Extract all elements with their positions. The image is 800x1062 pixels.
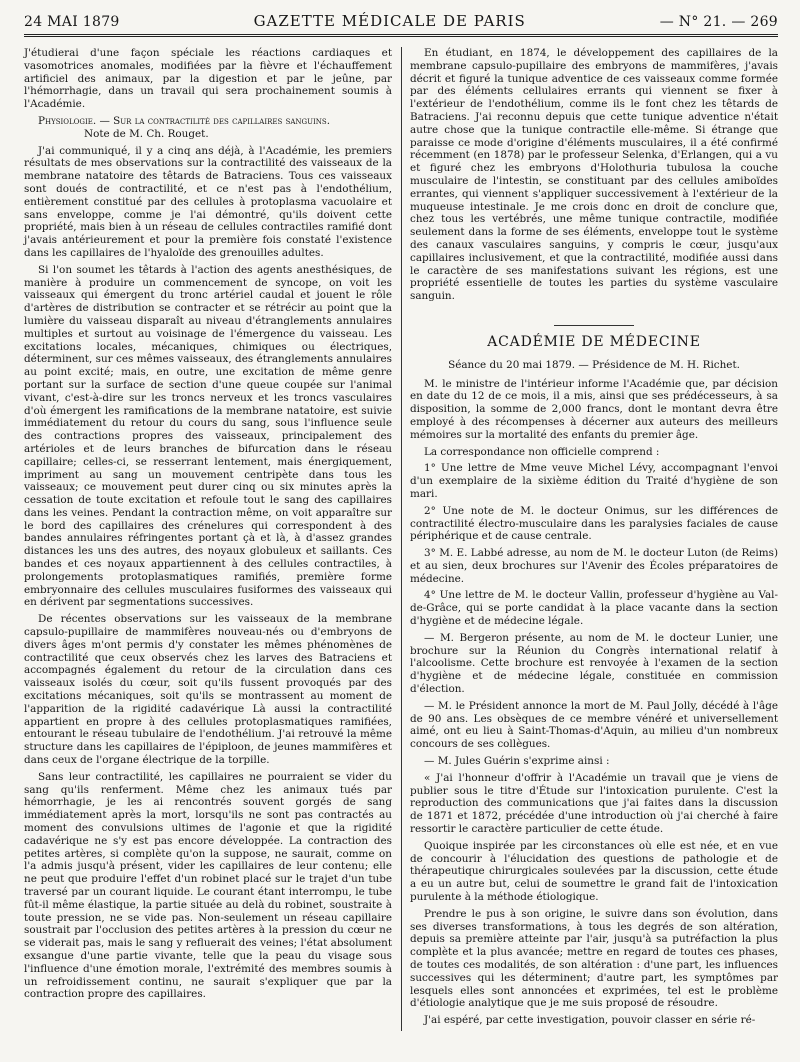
- header-date: 24 MAI 1879: [24, 14, 120, 30]
- paragraph: — M. le Président annonce la mort de M. Paul Jolly, décédé à l'âge de 90 ans. Les obsèques de ce membre vénéré et universellement aimé, ont eu lieu à Saint-Thomas-d'Aquin, au milieu d'un nombreux concours de ses collègues.: [410, 699, 778, 751]
- issue-and-page: — N° 21. — 269: [659, 14, 778, 30]
- paragraph: — M. Bergeron présente, au nom de M. le docteur Lunier, une brochure sur la Réunion du Congrès international relatif à l'alcoolisme. Cette brochure est renvoyée à l'examen de la section d'hygiène et de médecine légale, constituée en commission d'élection.: [410, 631, 778, 696]
- journal-title: GAZETTE MÉDICALE DE PARIS: [253, 12, 526, 30]
- paragraph: Si l'on soumet les têtards à l'action des agents anesthésiques, de manière à produire un commencement de syncope, on voit les vaisseaux qui émergent du tronc artériel caudal et jouent le rôle d'artères de distribution se contracter et se rétrécir au point que la lumière du vaisseau disparaît au niveau d'étranglements annulaires multiples et surtout au voisinage de l'émergence du vaisseau. Les excitations locales, mécaniques, chimiques ou électriques, déterminent, sur ces mêmes vaisseaux, des étranglements annulaires au point excité; mais, en outre, une excitation de même genre portant sur la surface de section d'une queue coupée sur l'animal vivant, c'est-à-dire sur les troncs nerveux et les troncs vasculaires d'où émergent les ramifications de la membrane natatoire, est suivie immédiatement du retour du cours du sang, sous l'influence seule des contractions propres des vaisseaux, principalement des artérioles et de leurs branches de bifurcation dans le réseau capillaire; celles-ci, se resserrant lentement, mais énergiquement, impriment au sang un mouvement centripète dans tous les vaisseaux; ce mouvement peut durer cinq ou six minutes après la cessation de toute excitation et refoule tout le sang des capillaires dans les veines. Pendant la contraction même, on voit apparaître sur le bord des capillaires des crénelures qui correspondent à des bandes annulaires réfringentes portant çà et là, à d'assez grandes distances les uns des autres, des noyaux globuleux et saillants. Ces bandes et ces noyaux appartiennent à des cellules contractiles, à prolongements protoplasmatiques ramifiés, première forme embryonnaire des cellules musculaires fusiformes des vaisseaux qui en dérivent par segmentations successives.: [24, 263, 392, 609]
- paragraph: Sans leur contractilité, les capillaires ne pourraient se vider du sang qu'ils renferment. Même chez les animaux tués par hémorrhagie, je les ai rencontrés souvent gorgés de sang immédiatement après la mort, lorsqu'ils ne sont pas contractés au moment des convulsions ultimes de l'agonie et que la rigidité cadavérique ne s'y est pas encore développée. La contraction des petites artères, si complète qu'on la suppose, ne saurait, comme on l'a admis jusqu'à présent, vider les capillaires de leur contenu; elle ne peut que produire l'effet d'un robinet placé sur le trajet d'un tube traversé par un courant liquide. Le courant étant interrompu, le tube fût-il même élastique, la partie située au delà du robinet, soustraite à toute pression, ne se vide pas. Non-seulement un réseau capillaire soustrait par l'occlusion des petites artères à la pression du cœur ne se viderait pas, mais le sang y refluerait des veines; l'état absolument exsangue d'une partie vivante, telle que la peau du visage sous l'influence d'une émotion morale, l'extrémité des membres soumis à un refroidissement continu, ne saurait s'expliquer que par la contraction propre des capillaires.: [24, 770, 392, 1001]
- paragraph: 4° Une lettre de M. le docteur Vallin, professeur d'hygiène au Val-de-Grâce, qui se porte candidat à la place vacante dans la section d'hygiène et de médecine légale.: [410, 589, 778, 628]
- paragraph: — M. Jules Guérin s'exprime ainsi :: [424, 755, 610, 768]
- paragraph: J'ai espéré, par cette investigation, pouvoir classer en série ré-: [424, 1014, 756, 1027]
- section-divider: [554, 325, 634, 326]
- issue-number: N° 21.: [678, 14, 727, 30]
- paragraph: 3° M. E. Labbé adresse, au nom de M. le docteur Luton (de Reims) et au sien, deux brochures sur l'Avenir des Écoles préparatoires de médecine.: [410, 547, 778, 585]
- section-author: Note de M. Ch. Rouget.: [84, 127, 209, 140]
- column-divider: [401, 47, 402, 1031]
- right-column: [410, 47, 778, 1031]
- paragraph: En étudiant, en 1874, le développement des capillaires de la membrane capsulo-pupillaire des embryons de mammifères, j'avais décrit et figuré la tunique adventice de ces vaisseaux comme formée par des éléments cellulaires errants qui viennent se fixer à l'extérieur de l'endothélium, comme ils le font chez les têtards de Batraciens. J'ai reconnu depuis que cette tunique adventice n'était autre chose que la tunique contractile elle-même. Si étrange que paraisse ce mode d'origine d'éléments musculaires, il a été confirmé récemment (en 1878) par le professeur Selenka, d'Erlangen, qui a vu et figuré chez les embryons d'Holothuria tubulosa la couche musculaire de l'intestin, se constituant par des cellules amiboïdes errantes, qui viennent s'appliquer successivement à l'extérieur de la muqueuse intestinale. Je me crois donc en droit de conclure que, chez tous les vertébrés, une même tunique contractile, modifiée seulement dans la forme de ses éléments, enveloppe tout le système des canaux vasculaires sanguins, y compris le cœur, jusqu'aux capillaires inclusivement, et que la contractilité, modifiée aussi dans le caractère de ses manifestations suivant les régions, est une propriété essentielle de toutes les parties du système vasculaire sanguin.: [410, 47, 778, 303]
- session-line: Séance du 20 mai 1879. — Présidence de M. H. Richet.: [448, 358, 740, 371]
- academy-heading: ACADÉMIE DE MÉDECINE: [487, 333, 701, 350]
- section-label: Physiologie. — Sur la contractilité des capillaires sanguins.: [38, 114, 331, 127]
- article-columns: [24, 47, 778, 1031]
- paragraph: La correspondance non officielle comprend :: [424, 445, 660, 458]
- paragraph: Prendre le pus à son origine, le suivre dans son évolution, dans ses diverses transformations, à tous les degrés de son altération, depuis sa première atteinte par l'air, jusqu'à sa putréfaction la plus complète et la plus avancée; mettre en regard de toutes ces phases, de toutes ces modalités, de son altération : d'une part, les influences successives qui les déterminent; d'autre part, les symptômes par lesquels elles sont annoncées et exprimées, tel est le problème d'étiologie analytique que je me suis proposé de résoudre.: [410, 907, 778, 1010]
- paragraph: M. le ministre de l'intérieur informe l'Académie que, par décision en date du 12 de ce mois, il a mis, ainsi que ses prédécesseurs, à sa disposition, la somme de 2,000 francs, dont le montant devra être employé à des récompenses à décerner aux auteurs des meilleurs mémoires sur la mortalité des enfants du premier âge.: [410, 377, 778, 441]
- paragraph: De récentes observations sur les vaisseaux de la membrane capsulo-pupillaire de mammifères nouveau-nés ou d'embryons de divers âges m'ont permis d'y constater les mêmes phénomènes de contractilité que ceux observés chez les larves des Batraciens et accompagnés également du retour de la circulation dans ces vaisseaux isolés du cœur, soit qu'ils fussent provoqués par des excitations mécaniques, soit qu'ils se montrassent au moment de l'apparition de la rigidité cadavérique Là aussi la contractilité appartient en propre à des cellules protoplasmatiques ramifiées, entourant le réseau tubulaire de l'endothélium. J'ai retrouvé la même structure dans les capillaires de l'épiploon, de jeunes mammifères et dans ceux de l'organe électrique de la torpille.: [24, 613, 392, 767]
- page-number: 269: [750, 14, 778, 30]
- section-heading: [24, 115, 392, 141]
- paragraph: Quoique inspirée par les circonstances où elle est née, et en vue de concourir à l'élucidation des questions de pathologie et de thérapeutique chirurgicales soulevées par la discussion, cette étude a eu un autre but, celui de soumettre le grand fait de l'intoxication purulente à la méthode étiologique.: [410, 839, 778, 904]
- page-header: [24, 12, 778, 37]
- left-column: [24, 47, 392, 1031]
- paragraph: J'ai communiqué, il y a cinq ans déjà, à l'Académie, les premiers résultats de mes observations sur la contractilité des vaisseaux de la membrane natatoire des têtards de Batraciens. Tous ces vaisseaux sont doués de contractilité, et ce n'est pas à l'endothélium, entièrement constitué par des cellules à protoplasma vacuolaire et sans enveloppe, comme je l'ai démontré, qu'ils doivent cette propriété, mais bien à un réseau de cellules contractiles ramifié dont j'avais antérieurement et pour la première fois constaté l'existence dans les capillaires de l'hyaloïde des grenouilles adultes.: [24, 144, 392, 259]
- paragraph: 1° Une lettre de Mme veuve Michel Lévy, accompagnant l'envoi d'un exemplaire de la sixième édition du Traité d'hygiène de son mari.: [410, 462, 778, 500]
- paragraph: « J'ai l'honneur d'offrir à l'Académie un travail que je viens de publier sous le titre d'Étude sur l'intoxication purulente. C'est la reproduction des communications que j'ai faites dans la discussion de 1871 et 1872, précédée d'une introduction où j'ai cherché à faire ressortir le caractère particulier de cette étude.: [410, 771, 778, 836]
- paragraph: 2° Une note de M. le docteur Onimus, sur les différences de contractilité électro-musculaire dans les paralysies faciales de cause périphérique et de cause centrale.: [410, 504, 778, 543]
- paragraph: J'étudierai d'une façon spéciale les réactions cardiaques et vasomotrices anomales, modifiées par la fièvre et l'échauffement artificiel des animaux, par la digestion et par le jeûne, par l'hémorrhagie, dans un travail qui sera prochainement soumis à l'Académie.: [24, 47, 392, 111]
